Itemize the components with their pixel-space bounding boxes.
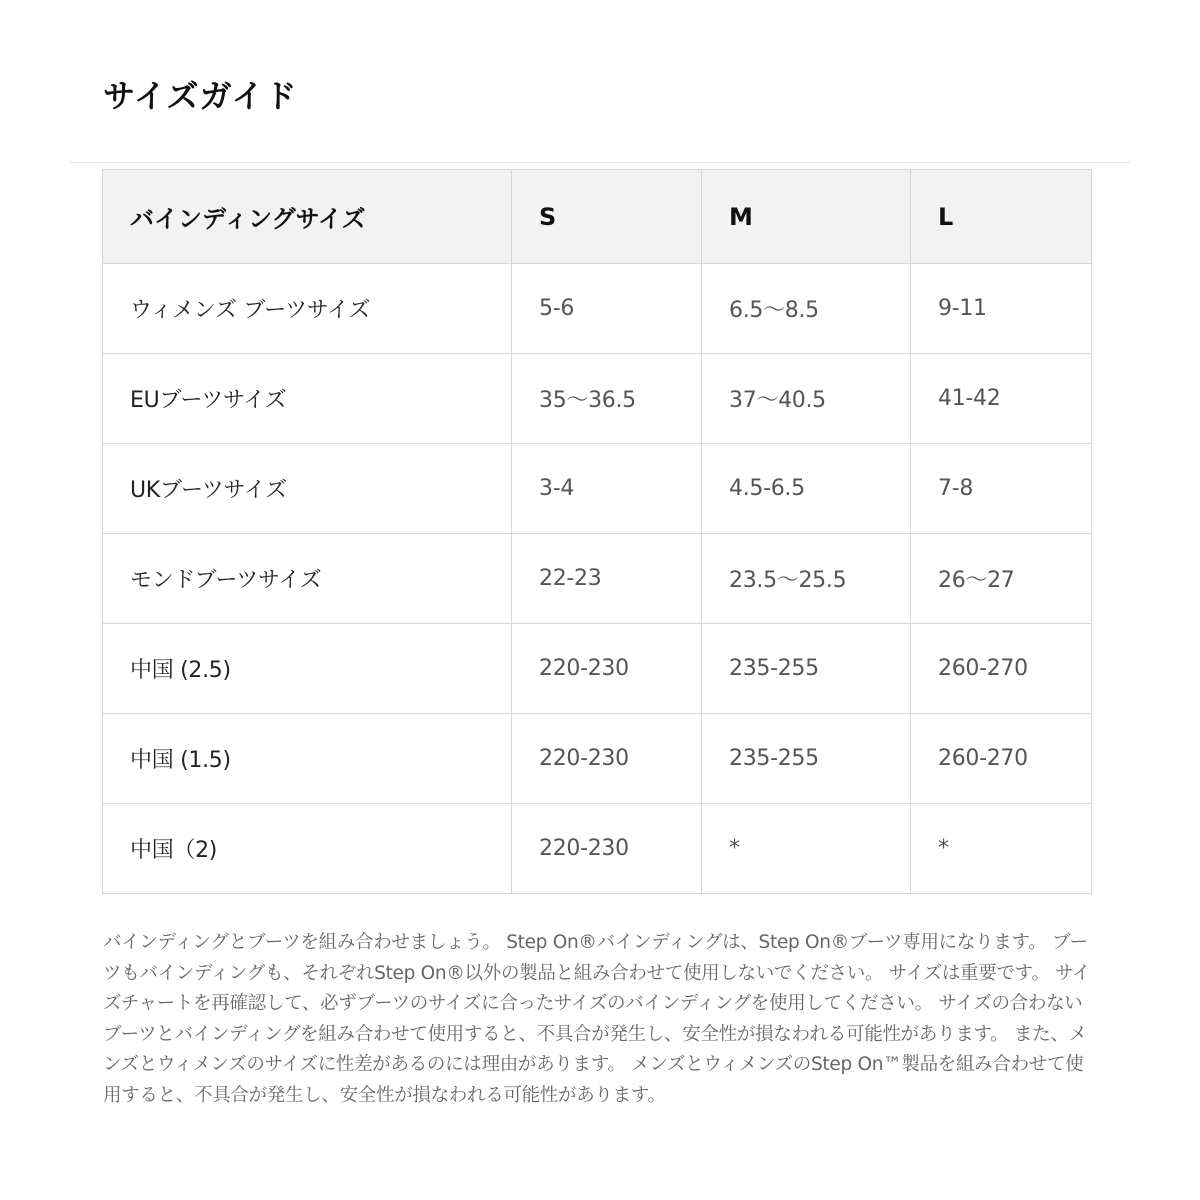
size-m-cell: 6.5〜8.5: [702, 264, 911, 354]
table-row: [103, 714, 1092, 804]
column-header-m: M: [702, 170, 911, 264]
size-s-cell: 220-230: [512, 714, 702, 804]
column-header-l: L: [911, 170, 1092, 264]
row-label: 中国 (2.5): [103, 624, 512, 714]
size-s-cell: 35〜36.5: [512, 354, 702, 444]
size-s-cell: 220-230: [512, 624, 702, 714]
size-guide-table: [102, 169, 1092, 894]
row-label: UKブーツサイズ: [103, 444, 512, 534]
size-m-cell: 4.5-6.5: [702, 444, 911, 534]
row-label: 中国 (1.5): [103, 714, 512, 804]
size-l-cell: 260-270: [911, 624, 1092, 714]
row-label: 中国（2): [103, 804, 512, 894]
table-row: [103, 624, 1092, 714]
size-l-cell: *: [911, 804, 1092, 894]
row-label: モンドブーツサイズ: [103, 534, 512, 624]
size-m-cell: 235-255: [702, 624, 911, 714]
column-header-s: S: [512, 170, 702, 264]
row-label: EUブーツサイズ: [103, 354, 512, 444]
table-header-row: [103, 170, 1092, 264]
table-row: [103, 444, 1092, 534]
page-title: サイズガイド: [103, 77, 298, 115]
size-m-cell: 23.5〜25.5: [702, 534, 911, 624]
size-s-cell: 22-23: [512, 534, 702, 624]
size-s-cell: 220-230: [512, 804, 702, 894]
title-divider: [70, 162, 1130, 163]
size-m-cell: 235-255: [702, 714, 911, 804]
size-m-cell: *: [702, 804, 911, 894]
size-s-cell: 3-4: [512, 444, 702, 534]
size-l-cell: 260-270: [911, 714, 1092, 804]
table-row: [103, 264, 1092, 354]
size-l-cell: 26〜27: [911, 534, 1092, 624]
size-s-cell: 5-6: [512, 264, 702, 354]
row-label: ウィメンズ ブーツサイズ: [103, 264, 512, 354]
table-row: [103, 804, 1092, 894]
table-row: [103, 534, 1092, 624]
size-l-cell: 7-8: [911, 444, 1092, 534]
compatibility-note: バインディングとブーツを組み合わせましょう。 Step On®バインディングは、Step On®ブーツ専用になります。 ブーツもバインディングも、それぞれStep On®以外の製品と組み合わせて使用しないでください。 サイズは重要です。 サイズチャートを再確認して、必ずブーツのサイズに合ったサイズのバインディングを使用してください。 サイズの合わないブーツとバインディングを組み合わせて使用すると、不具合が発生し、安全性が損なわれる可能性があります。 また、メンズとウィメンズのサイズに性差があるのには理由があります。 メンズとウィメンズのStep On™製品を組み合わせて使用すると、不具合が発生し、安全性が損なわれる可能性があります。: [103, 932, 1091, 1106]
size-l-cell: 9-11: [911, 264, 1092, 354]
size-l-cell: 41-42: [911, 354, 1092, 444]
column-header-binding-size: バインディングサイズ: [103, 170, 512, 264]
table-row: [103, 354, 1092, 444]
size-m-cell: 37〜40.5: [702, 354, 911, 444]
